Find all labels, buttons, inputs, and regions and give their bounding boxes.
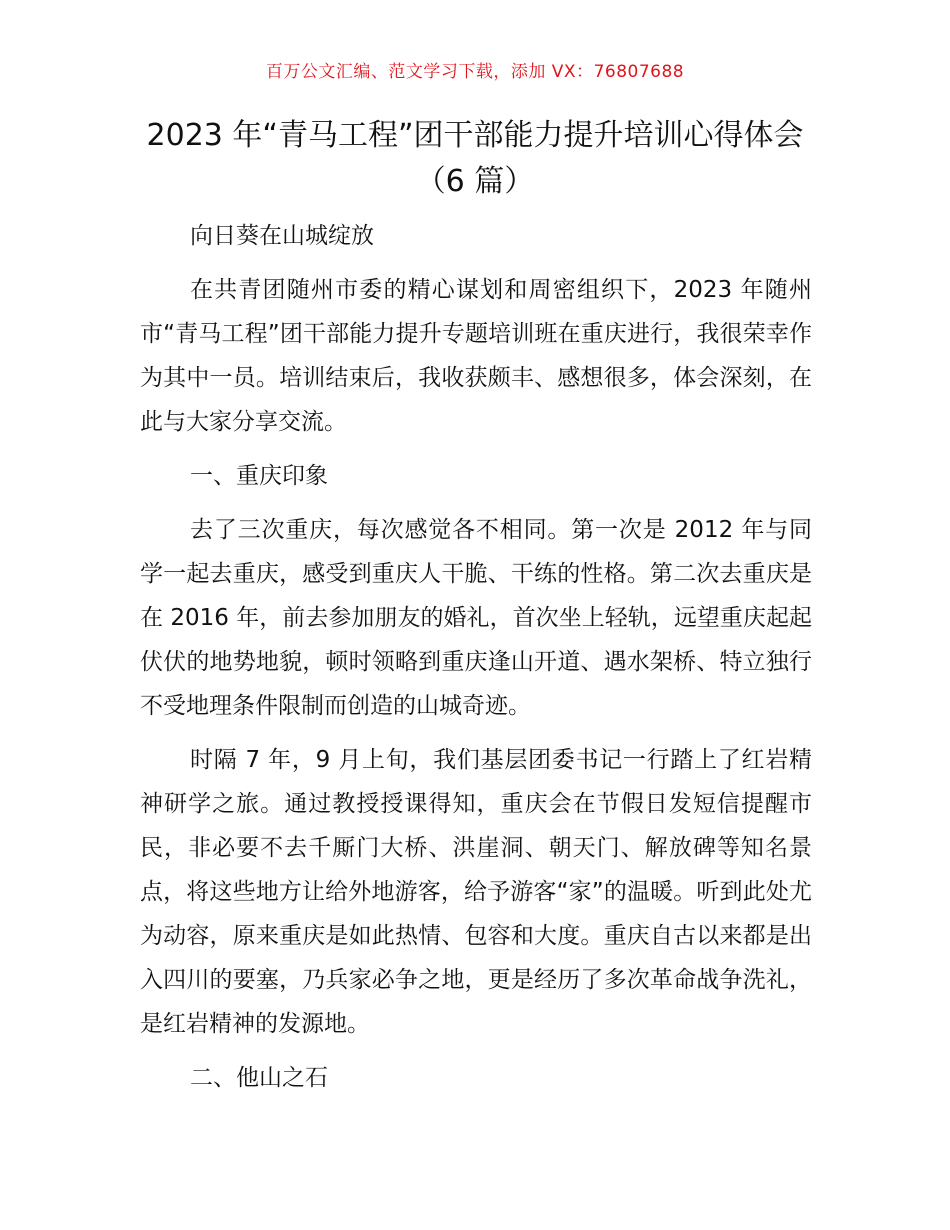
section-heading-1: 一、重庆印象 — [190, 463, 328, 489]
article-subtitle: 向日葵在山城绽放 — [190, 223, 374, 249]
section1-paragraph-1: 去了三次重庆，每次感觉各不相同。第一次是 2012 年与同学一起去重庆，感受到重庆人干脆、干练的性格。第二次去重庆是在 2016 年，前去参加朋友的婚礼，首次坐上轻轨，远望重庆起起伏伏的地势地貌，顿时领略到重庆逢山开道、遇水架桥、特立独行不受地理条件限制而创造的山城奇迹。 — [140, 517, 812, 719]
section1-paragraph-2: 时隔 7 年，9 月上旬，我们基层团委书记一行踏上了红岩精神研学之旅。通过教授授课得知，重庆会在节假日发短信提醒市民，非必要不去千厮门大桥、洪崖洞、朝天门、解放碑等知名景点，将这些地方让给外地游客，给予游客“家”的温暖。听到此处尤为动容，原来重庆是如此热情、包容和大度。重庆自古以来都是出入四川的要塞，乃兵家必争之地，更是经历了多次革命战争洗礼，是红岩精神的发源地。 — [140, 747, 812, 1037]
document-body — [140, 214, 812, 1110]
document-title: 2023 年“青马工程”团干部能力提升培训心得体会（6 篇） — [146, 118, 804, 199]
header-contact-note: 百万公文汇编、范文学习下载，添加 VX：76807688 — [265, 62, 685, 82]
intro-paragraph: 在共青团随州市委的精心谋划和周密组织下，2023 年随州市“青马工程”团干部能力提升专题培训班在重庆进行，我很荣幸作为其中一员。培训结束后，我收获颇丰、感想很多，体会深刻，在此与大家分享交流。 — [140, 277, 812, 435]
section-heading-2: 二、他山之石 — [190, 1065, 328, 1091]
